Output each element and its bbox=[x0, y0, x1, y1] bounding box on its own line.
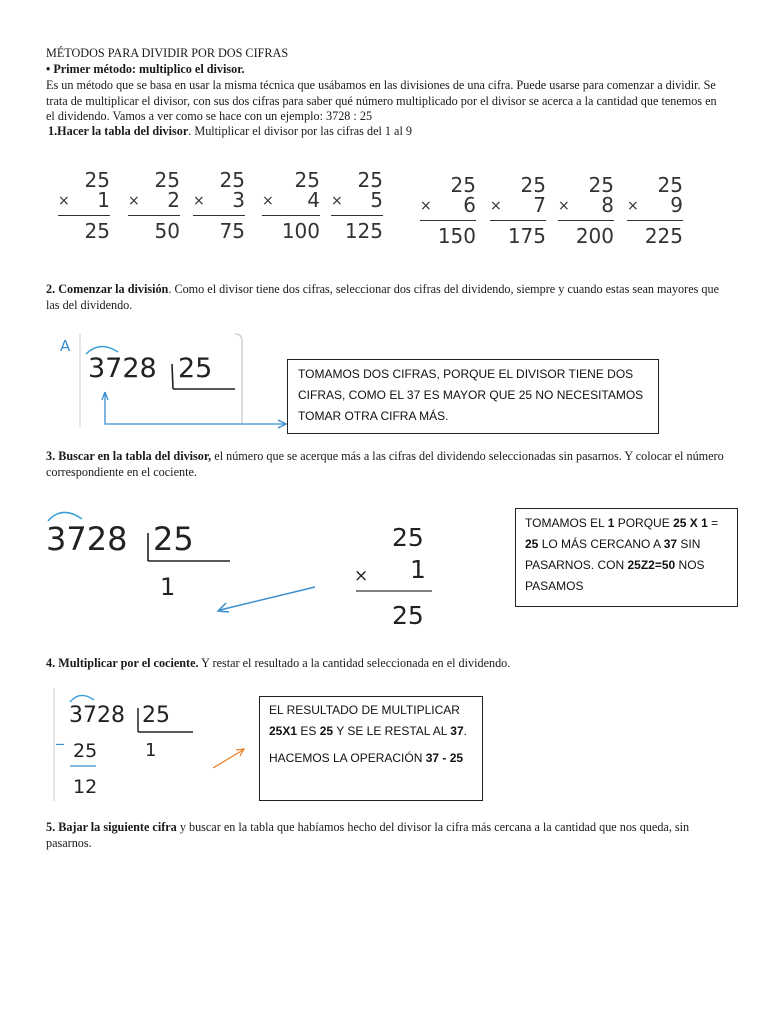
table-line bbox=[128, 215, 180, 216]
step-4-title: 4. Multiplicar por el cociente. bbox=[46, 656, 199, 670]
table-divisor: 25 bbox=[357, 168, 383, 192]
figure-b-dividend: 3728 bbox=[46, 520, 128, 558]
step-3 bbox=[46, 449, 726, 480]
table-divisor: 25 bbox=[520, 173, 546, 197]
figure-b-mult-by: 1 bbox=[410, 555, 426, 584]
table-operator: × bbox=[128, 193, 140, 209]
figure-b-divisor: 25 bbox=[153, 520, 194, 558]
table-entry bbox=[128, 168, 180, 248]
step-4-text: Y restar el resultado a la cantidad seleccionada en el dividendo. bbox=[198, 656, 511, 670]
step-1-title: 1.Hacer la tabla del divisor bbox=[48, 124, 189, 138]
note-text: Y SE LE RESTAL AL bbox=[333, 724, 451, 738]
figure-a-divisor: 25 bbox=[178, 353, 213, 384]
table-entry bbox=[262, 168, 320, 248]
figure-c-minus: _ bbox=[56, 726, 64, 745]
table-divisor: 25 bbox=[657, 173, 683, 197]
table-divisor: 25 bbox=[294, 168, 320, 192]
note-text: NOS PASAMOS bbox=[525, 558, 705, 593]
table-operator: × bbox=[331, 193, 343, 209]
note-bold: 37 bbox=[663, 537, 678, 551]
table-operator: × bbox=[193, 193, 205, 209]
figure-c-divisor: 25 bbox=[142, 703, 170, 728]
table-operator: × bbox=[627, 198, 639, 214]
figure-b-mult-result: 25 bbox=[392, 601, 424, 630]
table-line bbox=[558, 220, 614, 221]
table-operator: × bbox=[420, 198, 432, 214]
note-text: ES bbox=[297, 724, 320, 738]
note-bold: 25 X 1 bbox=[673, 516, 708, 530]
step-1-text: . Multiplicar el divisor por las cifras del 1 al 9 bbox=[188, 124, 412, 138]
table-line bbox=[193, 215, 245, 216]
note-bold: 25 bbox=[525, 537, 539, 551]
step-3-text: el número que se acerque más a las cifras del dividendo seleccionadas sin pasarnos. Y colocar el número correspondiente en el cociente. bbox=[46, 449, 724, 479]
table-operator: × bbox=[262, 193, 274, 209]
table-line bbox=[420, 220, 476, 221]
table-result: 225 bbox=[644, 224, 683, 248]
table-line bbox=[331, 215, 383, 216]
table-multiplier: 3 bbox=[232, 188, 245, 212]
note-bold: 1 bbox=[607, 516, 615, 530]
note-text: EL RESULTADO DE MULTIPLICAR bbox=[269, 703, 460, 717]
table-entry bbox=[58, 168, 110, 248]
table-divisor: 25 bbox=[588, 173, 614, 197]
table-multiplier: 9 bbox=[670, 193, 683, 217]
note-text: . bbox=[463, 724, 467, 738]
figure-a-dividend: 3728 bbox=[88, 353, 157, 384]
table-multiplier: 6 bbox=[463, 193, 476, 217]
note-bold: 25Z2=50 bbox=[627, 558, 676, 572]
table-result: 25 bbox=[84, 219, 110, 243]
table-multiplier: 1 bbox=[97, 188, 110, 212]
page-title: MÉTODOS PARA DIVIDIR POR DOS CIFRAS bbox=[46, 46, 289, 60]
note-bold: 37 - 25 bbox=[425, 751, 464, 765]
table-divisor: 25 bbox=[450, 173, 476, 197]
note-text: = bbox=[707, 516, 719, 530]
step-2 bbox=[46, 282, 726, 313]
note-line bbox=[269, 748, 473, 769]
table-entry bbox=[331, 168, 383, 248]
table-entry bbox=[627, 173, 683, 253]
note-line bbox=[269, 700, 473, 742]
table-multiplier: 4 bbox=[307, 188, 320, 212]
table-multiplier: 5 bbox=[370, 188, 383, 212]
note-text: TOMAMOS EL bbox=[525, 516, 608, 530]
table-result: 150 bbox=[437, 224, 476, 248]
table-multiplier: 8 bbox=[601, 193, 614, 217]
step-5 bbox=[46, 820, 736, 851]
table-multiplier: 2 bbox=[167, 188, 180, 212]
table-result: 50 bbox=[154, 219, 180, 243]
method-heading: • Primer método: multiplico el divisor. bbox=[46, 62, 245, 76]
note-bold: 37 bbox=[450, 724, 464, 738]
figure-c-dividend: 3728 bbox=[69, 703, 125, 728]
figure-b-mult-op: × bbox=[354, 566, 369, 586]
table-multiplier: 7 bbox=[533, 193, 546, 217]
table-result: 175 bbox=[507, 224, 546, 248]
step-2-title: 2. Comenzar la división bbox=[46, 282, 169, 296]
table-result: 200 bbox=[575, 224, 614, 248]
table-result: 100 bbox=[281, 219, 320, 243]
table-result: 125 bbox=[344, 219, 383, 243]
table-entry bbox=[193, 168, 245, 248]
step-5-title: 5. Bajar la siguiente cifra bbox=[46, 820, 177, 834]
table-line bbox=[490, 220, 546, 221]
table-operator: × bbox=[490, 198, 502, 214]
table-divisor: 25 bbox=[84, 168, 110, 192]
note-text: PORQUE bbox=[614, 516, 674, 530]
step-4 bbox=[46, 656, 510, 672]
table-operator: × bbox=[58, 193, 70, 209]
figure-b-quotient: 1 bbox=[160, 573, 176, 601]
figure-a-note: TOMAMOS DOS CIFRAS, PORQUE EL DIVISOR TIENE DOS CIFRAS, COMO EL 37 ES MAYOR QUE 25 NO NECESITAMOS TOMAR OTRA CIFRA MÁS. bbox=[287, 359, 659, 434]
figure-b-note bbox=[515, 508, 738, 607]
step-1 bbox=[48, 124, 412, 140]
table-divisor: 25 bbox=[154, 168, 180, 192]
note-text: LO MÁS CERCANO A bbox=[538, 537, 664, 551]
figure-c-remainder: 12 bbox=[73, 776, 98, 798]
table-line bbox=[58, 215, 110, 216]
note-text: HACEMOS LA OPERACIÓN bbox=[269, 751, 426, 765]
figure-c-note bbox=[259, 696, 483, 801]
table-entry bbox=[558, 173, 614, 253]
table-line bbox=[262, 215, 320, 216]
table-result: 75 bbox=[219, 219, 245, 243]
table-entry bbox=[420, 173, 476, 253]
step-5-text: y buscar en la tabla que habíamos hecho del divisor la cifra más cercana a la cantidad que nos queda, sin pasarnos. bbox=[46, 820, 690, 850]
figure-b-mult-top: 25 bbox=[392, 523, 424, 552]
figure-c-quotient: 1 bbox=[145, 740, 157, 761]
step-3-title: 3. Buscar en la tabla del divisor, bbox=[46, 449, 212, 463]
table-divisor: 25 bbox=[219, 168, 245, 192]
figure-c-subtrahend: 25 bbox=[73, 740, 98, 762]
table-line bbox=[627, 220, 683, 221]
intro-paragraph: Es un método que se basa en usar la misma técnica que usábamos en las divisiones de una cifra. Puede usarse para comenzar a dividir. Se trata de multiplicar el divisor, con sus dos cifras para saber qué número multiplicado por el divisor se acerca a la cantidad que tenemos en el dividendo. Vamos a ver como se hace con un ejemplo: 3728 : 25 bbox=[46, 78, 717, 123]
note-bold: 25X1 bbox=[269, 724, 298, 738]
figure-a-label: A bbox=[60, 337, 71, 355]
note-text: SIN PASARNOS. CON bbox=[525, 537, 701, 572]
table-entry bbox=[490, 173, 546, 253]
step-2-text: . Como el divisor tiene dos cifras, seleccionar dos cifras del dividendo, siempre y cuando estas sean mayores que las del dividendo. bbox=[46, 282, 719, 312]
table-operator: × bbox=[558, 198, 570, 214]
note-bold: 25 bbox=[319, 724, 334, 738]
